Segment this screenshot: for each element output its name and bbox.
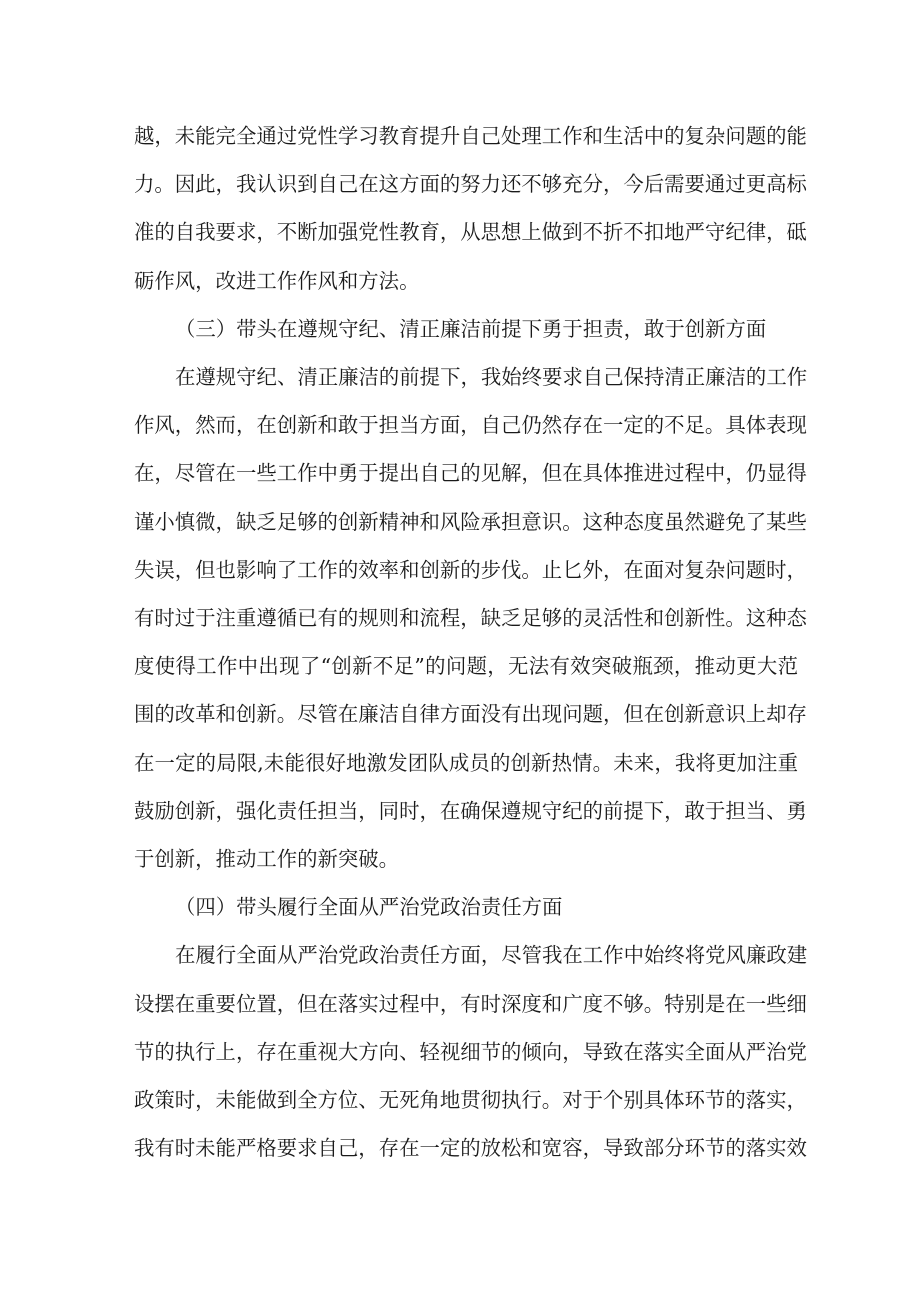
text-line: 砺作风，改进工作作风和方法。 — [134, 268, 420, 293]
text-line: 度使得工作中出现了“创新不足”的问题，无法有效突破瓶颈，推动更大范 — [134, 654, 798, 679]
text-line: 鼓励创新，强化责任担当，同时，在确保遵规守纪的前提下，敢于担当、勇 — [134, 798, 807, 823]
text-line: 力。因此，我认识到自己在这方面的努力还不够充分，今后需要通过更高标 — [134, 172, 807, 197]
text-line: 有时过于注重遵循已有的规则和流程，缺乏足够的灵活性和创新性。这种态 — [134, 606, 807, 631]
text-line: 作风，然而，在创新和敢于担当方面，自己仍然存在一定的不足。具体表现 — [134, 413, 807, 438]
section-heading-3: （三）带头在遵规守纪、清正廉洁前提下勇于担责，敢于创新方面 — [175, 316, 767, 341]
text-line: 在，尽管在一些工作中勇于提出自己的见解，但在具体推进过程中，仍显得 — [134, 461, 807, 486]
text-line: 我有时未能严格要求自己，存在一定的放松和宽容，导致部分环节的落实效 — [134, 1136, 807, 1161]
text-line: 准的自我要求，不断加强党性教育，从思想上做到不折不扣地严守纪律，砥 — [134, 220, 807, 245]
paragraph-continuation — [134, 112, 807, 305]
paragraph-party-governance — [134, 931, 808, 1172]
text-line: 在遵规守纪、清正廉洁的前提下，我始终要求自己保持清正廉洁的工作 — [175, 365, 808, 390]
text-line: 设摆在重要位置，但在落实过程中，有时深度和广度不够。特别是在一些细 — [134, 991, 807, 1016]
paragraph-innovation — [134, 353, 808, 883]
text-line: 围的改革和创新。尽管在廉洁自律方面没有出现问题，但在创新意识上却存 — [134, 702, 807, 727]
text-line: 在履行全面从严治党政治责任方面，尽管我在工作中始终将党风廉政建 — [175, 943, 808, 968]
text-line: 于创新，推动工作的新突破。 — [134, 847, 400, 872]
text-line: 节的执行上，存在重视大方向、轻视细节的倾向，导致在落实全面从严治党 — [134, 1039, 807, 1064]
text-line: 谨小慎微，缺乏足够的创新精神和风险承担意识。这种态度虽然避免了某些 — [134, 509, 807, 534]
text-line: 政策时，未能做到全方位、无死角地贯彻执行。对于个别具体环节的落实， — [134, 1088, 807, 1113]
section-heading-4: （四）带头履行全面从严治党政治责任方面 — [175, 895, 563, 920]
text-line: 失误，但也影响了工作的效率和创新的步伐。止匕外，在面对复杂问题时， — [134, 557, 807, 582]
document-body — [134, 112, 808, 1172]
text-line: 在一定的局限,未能很好地激发团队成员的创新热情。未来，我将更加注重 — [134, 750, 798, 775]
text-line: 越，未能完全通过党性学习教育提升自己处理工作和生活中的复杂问题的能 — [134, 124, 807, 148]
